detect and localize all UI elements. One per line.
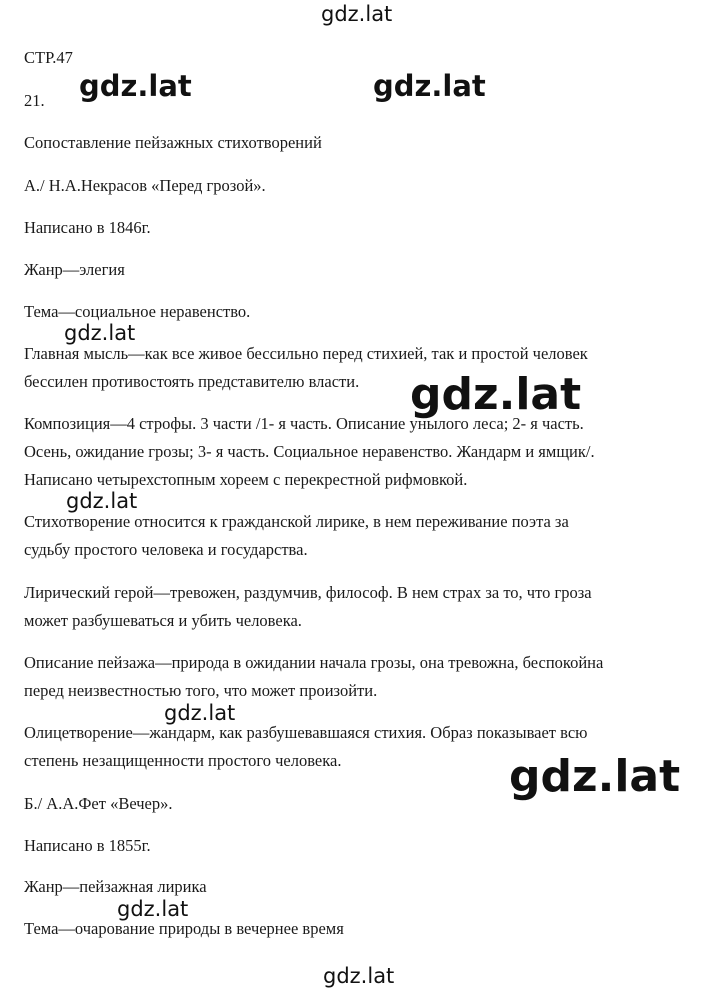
watermark-mid-left: gdz.lat <box>64 321 136 345</box>
watermark-mid-left-2: gdz.lat <box>66 489 138 513</box>
watermark-large-center: gdz.lat <box>410 369 582 420</box>
poem-a-idea-line-2: бессилен противостоять представителю власти. <box>24 372 360 391</box>
poem-b-written: Написано в 1855г. <box>24 836 151 855</box>
poem-a-personification-line-1: Олицетворение—жандарм, как разбушевавшаяся стихия. Образ показывает всю <box>24 723 588 742</box>
poem-a-idea-line-1: Главная мысль—как все живое бессильно перед стихией, так и простой человек <box>24 344 588 363</box>
poem-a-composition-line-1: Композиция—4 строфы. 3 части /1- я часть. Описание унылого леса; 2- я часть. <box>24 414 584 433</box>
poem-a-written: Написано в 1846г. <box>24 218 151 237</box>
section-heading: Сопоставление пейзажных стихотворений <box>24 133 322 152</box>
poem-a-landscape-line-1: Описание пейзажа—природа в ожидании начала грозы, она тревожна, беспокойна <box>24 653 604 672</box>
watermark-bottom: gdz.lat <box>323 964 395 988</box>
poem-a-lyric-line-1: Стихотворение относится к гражданской лирике, в нем переживание поэта за <box>24 512 569 531</box>
watermark-personification: gdz.lat <box>164 701 236 725</box>
poem-a-theme: Тема—социальное неравенство. <box>24 302 251 321</box>
poem-b-title: Б./ А.А.Фет «Вечер». <box>24 794 173 813</box>
poem-a-lyric-line-2: судьбу простого человека и государства. <box>24 540 308 559</box>
poem-b-theme: Тема—очарование природы в вечернее время <box>24 919 344 938</box>
poem-a-composition-line-3: Написано четырехстопным хореем с перекрестной рифмовкой. <box>24 470 468 489</box>
poem-a-title: А./ Н.А.Некрасов «Перед грозой». <box>24 176 266 195</box>
exercise-number: 21. <box>24 91 45 110</box>
poem-b-genre: Жанр—пейзажная лирика <box>24 877 207 896</box>
poem-a-genre: Жанр—элегия <box>24 260 125 279</box>
watermark-top: gdz.lat <box>321 2 393 26</box>
watermark-lower-left: gdz.lat <box>117 897 189 921</box>
watermark-bold-center: gdz.lat <box>373 69 486 103</box>
page-reference: СТР.47 <box>24 48 73 67</box>
poem-a-personification-line-2: степень незащищенности простого человека. <box>24 751 342 770</box>
poem-a-hero-line-1: Лирический герой—тревожен, раздумчив, философ. В нем страх за то, что гроза <box>24 583 592 602</box>
watermark-bold-left: gdz.lat <box>79 69 192 103</box>
poem-a-landscape-line-2: перед неизвестностью того, что может произойти. <box>24 681 378 700</box>
poem-a-composition-line-2: Осень, ожидание грозы; 3- я часть. Социальное неравенство. Жандарм и ямщик/. <box>24 442 595 461</box>
watermark-large-right: gdz.lat <box>509 751 681 802</box>
poem-a-hero-line-2: может разбушеваться и убить человека. <box>24 611 302 630</box>
